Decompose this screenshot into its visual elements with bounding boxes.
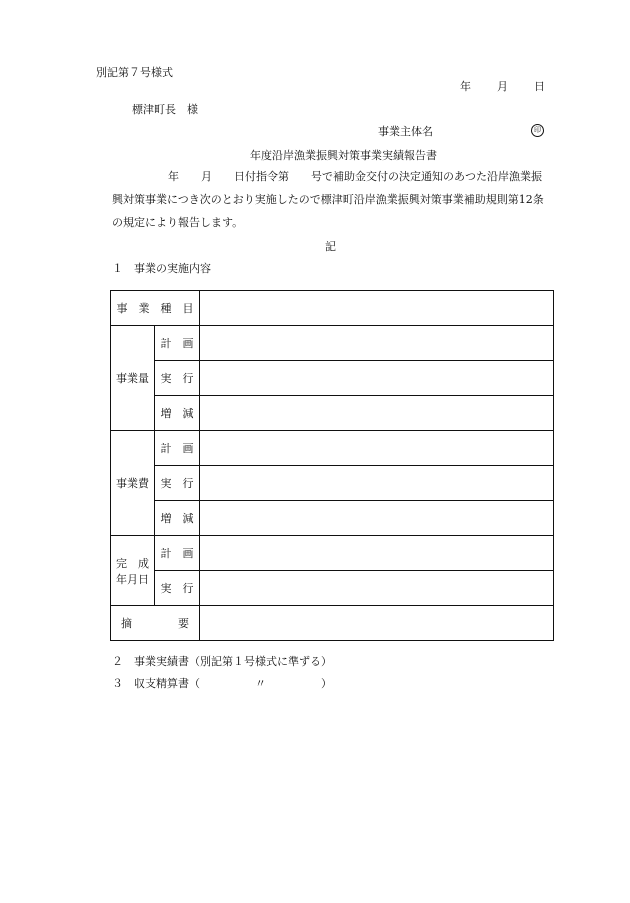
document-title: 年度沿岸漁業振興対策事業実績報告書 [250, 149, 437, 162]
project-type-value[interactable] [200, 291, 554, 326]
cost-plan-value[interactable] [200, 431, 554, 466]
addressee: 標津町長 様 [132, 103, 198, 116]
summary-label-left: 摘 [121, 617, 132, 630]
cost-diff-value[interactable] [200, 501, 554, 536]
cost-diff-label: 増 減 [155, 501, 200, 536]
completion-actual-value[interactable] [200, 571, 554, 606]
table-row [111, 431, 554, 466]
completion-group-label [111, 536, 155, 606]
volume-diff-label: 増 減 [155, 396, 200, 431]
volume-actual-label: 実 行 [155, 361, 200, 396]
volume-actual-value[interactable] [200, 361, 554, 396]
form-number: 別記第７号様式 [96, 66, 173, 79]
implementation-table [110, 290, 554, 641]
completion-actual-label: 実 行 [155, 571, 200, 606]
volume-plan-value[interactable] [200, 326, 554, 361]
summary-value[interactable] [200, 606, 554, 641]
project-type-label: 事 業 種 目 [111, 291, 200, 326]
table-row [111, 536, 554, 571]
seal-mark: 印 [531, 124, 544, 137]
completion-label-line-2: 年月日 [116, 572, 149, 586]
table-row [111, 501, 554, 536]
section-2-heading: ２ 事業実績書（別記第１号様式に準ずる） [112, 655, 332, 668]
body-line-3: の規定により報告します。 [112, 216, 244, 229]
table-row [111, 291, 554, 326]
volume-group-label: 事業量 [111, 326, 155, 431]
table-row [111, 396, 554, 431]
section-3-heading: ３ 収支精算書（ 〃 ） [112, 677, 332, 690]
ki-heading: 記 [325, 240, 336, 253]
cost-actual-value[interactable] [200, 466, 554, 501]
completion-plan-label: 計 画 [155, 536, 200, 571]
cost-group-label: 事業費 [111, 431, 155, 536]
volume-plan-label: 計 画 [155, 326, 200, 361]
date-year: 年 [460, 80, 471, 93]
cost-plan-label: 計 画 [155, 431, 200, 466]
summary-label [111, 606, 200, 641]
entity-name-label: 事業主体名 [378, 125, 433, 138]
table-row [111, 326, 554, 361]
volume-diff-value[interactable] [200, 396, 554, 431]
body-line-1: 年 月 日付指令第 号で補助金交付の決定通知のあつた沿岸漁業振 [168, 170, 542, 183]
cost-actual-label: 実 行 [155, 466, 200, 501]
table-row [111, 466, 554, 501]
completion-plan-value[interactable] [200, 536, 554, 571]
body-line-2: 興対策事業につき次のとおり実施したので標津町沿岸漁業振興対策事業補助規則第12条 [112, 193, 544, 206]
table-row [111, 606, 554, 641]
table-row [111, 571, 554, 606]
summary-label-right: 要 [178, 617, 189, 630]
table-row [111, 361, 554, 396]
date-day: 日 [534, 80, 545, 93]
date-month: 月 [497, 80, 508, 93]
section-1-heading: １ 事業の実施内容 [112, 262, 211, 275]
completion-label-line-1: 完 成 [116, 556, 149, 570]
date-line [460, 80, 545, 94]
